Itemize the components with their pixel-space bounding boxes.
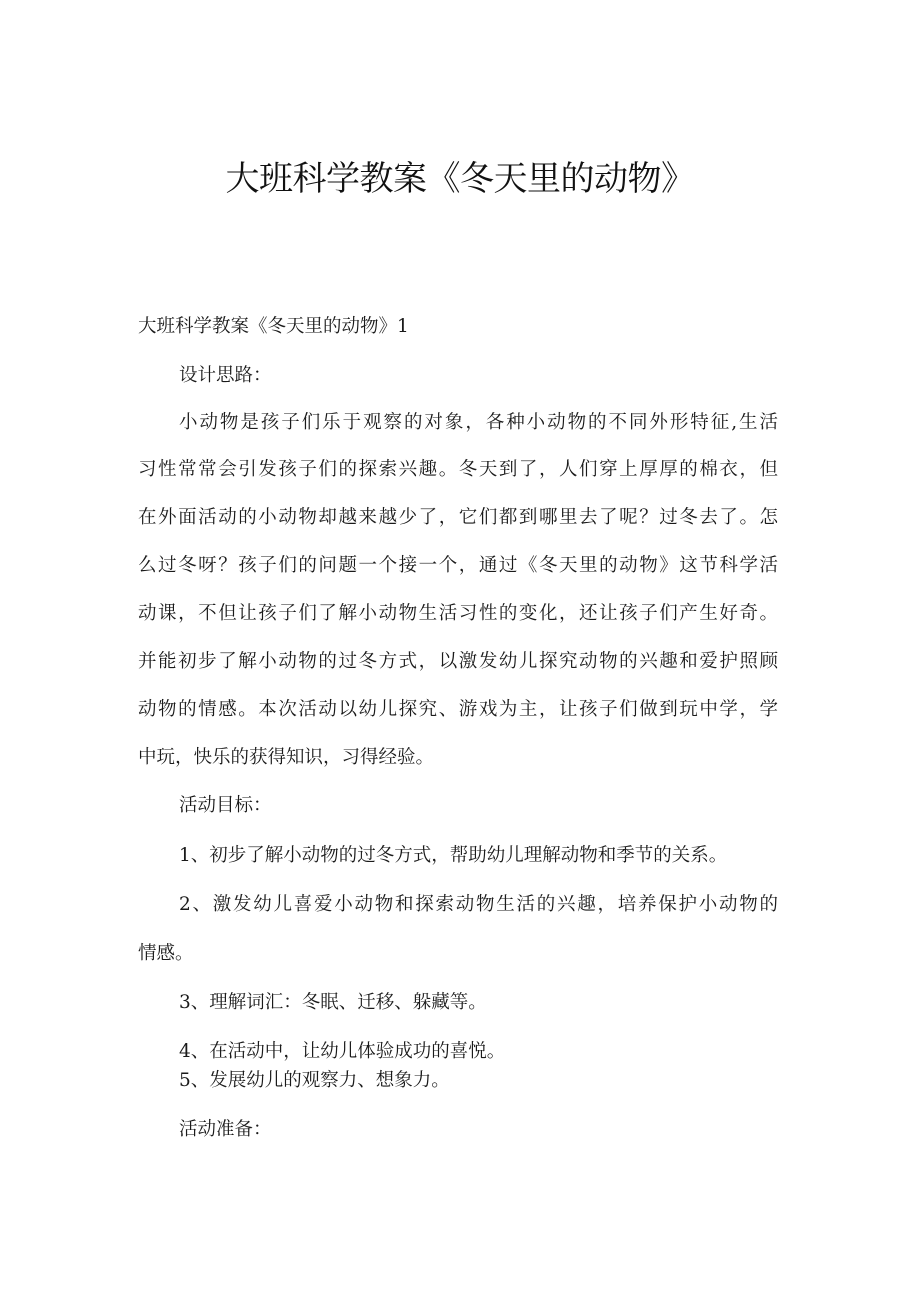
lesson-heading: 大班科学教案《冬天里的动物》1 [138, 316, 409, 337]
design-paragraph-line: 中玩，快乐的获得知识，习得经验。 [138, 747, 435, 768]
section-goals-heading: 活动目标： [179, 795, 272, 816]
document-title: 大班科学教案《冬天里的动物》 [225, 159, 695, 199]
goal-item-2-continued: 情感。 [138, 943, 194, 964]
goal-item-5: 5、发展幼儿的观察力、想象力。 [179, 1070, 450, 1091]
design-paragraph-line: 动课，不但让孩子们了解小动物生活习性的变化，还让孩子们产生好奇。 [138, 603, 778, 624]
goal-item-3: 3、理解词汇：冬眠、迁移、躲藏等。 [179, 992, 487, 1013]
design-paragraph-line: 动物的情感。本次活动以幼儿探究、游戏为主，让孩子们做到玩中学，学 [138, 699, 778, 720]
section-design-heading: 设计思路： [179, 365, 272, 386]
design-paragraph-line: 么过冬呀？孩子们的问题一个接一个，通过《冬天里的动物》这节科学活 [138, 555, 778, 576]
goal-item-1: 1、初步了解小动物的过冬方式，帮助幼儿理解动物和季节的关系。 [179, 845, 728, 866]
design-paragraph-line: 小动物是孩子们乐于观察的对象，各种小动物的不同外形特征,生活 [179, 412, 778, 433]
goal-item-4: 4、在活动中，让幼儿体验成功的喜悦。 [179, 1041, 506, 1062]
document-body [138, 0, 778, 1301]
design-paragraph-line: 在外面活动的小动物却越来越少了，它们都到哪里去了呢？过冬去了。怎 [138, 507, 778, 528]
design-paragraph-line: 习性常常会引发孩子们的探索兴趣。冬天到了，人们穿上厚厚的棉衣，但 [138, 459, 778, 480]
goal-item-2: 2、激发幼儿喜爱小动物和探索动物生活的兴趣，培养保护小动物的 [179, 894, 778, 915]
section-prep-heading: 活动准备： [179, 1119, 272, 1140]
design-paragraph-line: 并能初步了解小动物的过冬方式，以激发幼儿探究动物的兴趣和爱护照顾 [138, 651, 778, 672]
